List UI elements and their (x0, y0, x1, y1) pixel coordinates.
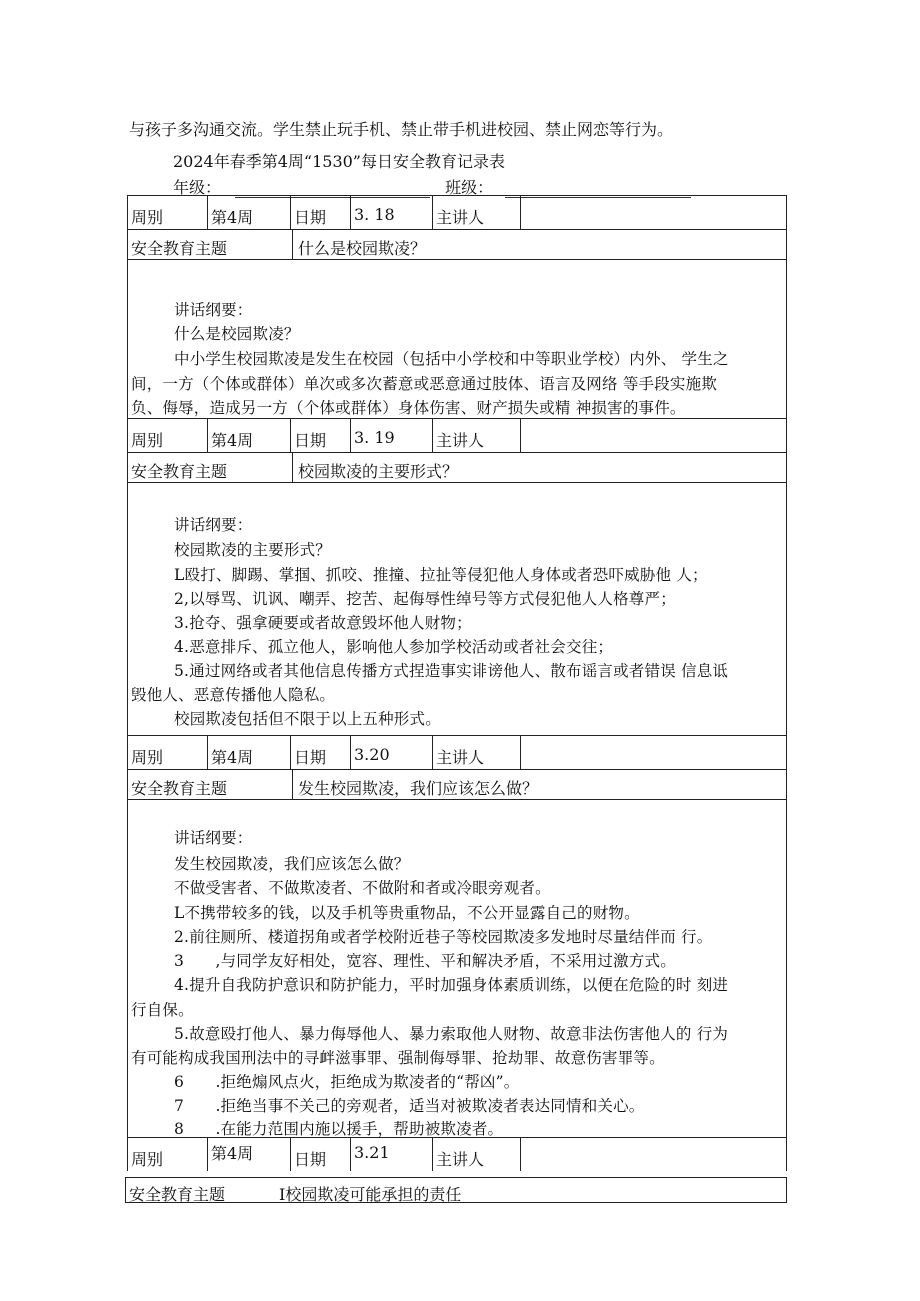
date-value: 3.20 (351, 736, 433, 769)
speaker-value[interactable] (521, 196, 786, 229)
outline-label: 讲话纲要： (174, 301, 253, 319)
date-value: 3.21 (351, 1138, 433, 1171)
outline-box-2 (127, 482, 787, 735)
outline-line: 校园欺凌包括但不限于以上五种形式。 (174, 710, 441, 728)
outline-box-1 (127, 259, 787, 418)
outline-line: 4.提升自我防护意识和防护能力，平时加强身体素质训练，以便在危险的时 刻进 (174, 976, 729, 994)
outline-line: 4.恶意排斥、孤立他人，影响他人参加学校活动或者社会交往； (174, 638, 614, 656)
week-label: 周别 (128, 736, 208, 769)
outline-line: 3.抢夺、强拿硬要或者故意毁坏他人财物； (174, 614, 472, 632)
theme-value: 发生校园欺凌，我们应该怎么做？ (298, 779, 539, 798)
speaker-label: 主讲人 (433, 419, 521, 452)
header-row-2 (127, 418, 787, 452)
speaker-label: 主讲人 (433, 196, 521, 229)
outline-label: 讲话纲要： (174, 829, 253, 847)
speaker-value[interactable] (521, 1138, 786, 1171)
outline-line: 间，一方（个体或群体）单次或多次蓄意或恶意通过肢体、语言及网络 等手段实施欺 (131, 375, 718, 393)
date-label: 日期 (291, 1138, 351, 1171)
outline-line: 5.通过网络或者其他信息传播方式捏造事实诽谤他人、散布谣言或者错误 信息诋 (174, 662, 729, 680)
week-value: 第4周 (208, 196, 291, 229)
outline-line: 校园欺凌的主要形式？ (174, 541, 332, 559)
outline-line: 7 .拒绝当事不关己的旁观者，适当对被欺凌者表达同情和关心。 (174, 1097, 645, 1115)
outline-line: 3 ,与同学友好相处，宽容、理性、平和解决矛盾，不采用过激方式。 (174, 952, 676, 970)
speaker-label: 主讲人 (433, 1138, 521, 1171)
header-row-3 (127, 735, 787, 769)
outline-line: 不做受害者、不做欺凌者、不做附和者或冷眼旁观者。 (174, 879, 551, 897)
week-value: 第4周 (208, 1138, 291, 1171)
outline-box-3 (127, 799, 787, 1137)
header-row-4 (127, 1137, 787, 1171)
outline-label: 讲话纲要： (174, 516, 253, 534)
week-label: 周别 (128, 419, 208, 452)
date-label: 日期 (291, 196, 351, 229)
speaker-label: 主讲人 (433, 736, 521, 769)
speaker-value[interactable] (521, 419, 786, 452)
speaker-value[interactable] (521, 736, 786, 769)
grade-label: 年级： (173, 178, 222, 197)
intro-text: 与孩子多沟通交流。学生禁止玩手机、禁止带手机进校园、禁止网恋等行为。 (129, 120, 674, 139)
outline-line: 中小学生校园欺凌是发生在校园（包括中小学校和中等职业学校）内外、 学生之 (174, 350, 729, 368)
theme-label: 安全教育主题 (128, 230, 293, 259)
outline-line: 行自保。 (131, 1001, 194, 1019)
outline-line: 发生校园欺凌，我们应该怎么做？ (174, 855, 410, 873)
outline-line: 5.故意殴打他人、暴力侮辱他人、暴力索取他人财物、故意非法伤害他人的 行为 (174, 1025, 729, 1043)
date-value: 3. 18 (351, 196, 433, 229)
date-label: 日期 (291, 419, 351, 452)
date-value: 3. 19 (351, 419, 433, 452)
outline-line: 有可能构成我国刑法中的寻衅滋事罪、强制侮辱罪、抢劫罪、故意伤害罪等。 (131, 1049, 665, 1067)
outline-line: L不携带较多的钱，以及手机等贵重物品，不公开显露自己的财物。 (174, 904, 640, 922)
week-label: 周别 (128, 196, 208, 229)
theme-value: 什么是校园欺凌？ (298, 239, 427, 258)
form-title: 2024年春季第4周“1530”每日安全教育记录表 (173, 152, 505, 171)
theme-row-2 (127, 452, 787, 482)
outline-line: 2,以辱骂、讥讽、嘲弄、挖苦、起侮辱性绰号等方式侵犯他人人格尊严； (174, 590, 676, 608)
week-value: 第4周 (208, 419, 291, 452)
outline-line: L殴打、脚踢、掌掴、抓咬、推撞、拉扯等侵犯他人身体或者恐吓威胁他 人； (174, 566, 708, 584)
outline-line: 负、侮辱，造成另一方（个体或群体）身体伤害、财产损失或精 神损害的事件。 (131, 399, 686, 417)
theme-row-4 (125, 1177, 787, 1203)
week-label: 周别 (128, 1138, 208, 1171)
outline-line: 什么是校园欺凌？ (174, 325, 300, 343)
theme-row-3 (127, 769, 787, 799)
theme-value: I校园欺凌可能承担的责任 (279, 1185, 462, 1204)
outline-line: 6 .拒绝煽风点火，拒绝成为欺凌者的“帮凶”。 (174, 1073, 520, 1091)
record-table (127, 195, 787, 1205)
outline-line: 2.前往厕所、楼道拐角或者学校附近巷子等校园欺凌多发地时尽量结伴而 行。 (174, 928, 713, 946)
theme-value: 校园欺凌的主要形式？ (298, 462, 459, 481)
outline-line: 8 .在能力范围内施以援手，帮助被欺凌者。 (174, 1120, 504, 1138)
theme-label: 安全教育主题 (128, 453, 293, 482)
theme-label: 安全教育主题 (128, 770, 293, 799)
class-label: 班级： (445, 178, 494, 197)
date-label: 日期 (291, 736, 351, 769)
outline-line: 毁他人、恶意传播他人隐私。 (131, 686, 336, 704)
header-row-1 (127, 195, 787, 229)
theme-label: 安全教育主题 (129, 1185, 226, 1204)
theme-row-1 (127, 229, 787, 259)
week-value: 第4周 (208, 736, 291, 769)
